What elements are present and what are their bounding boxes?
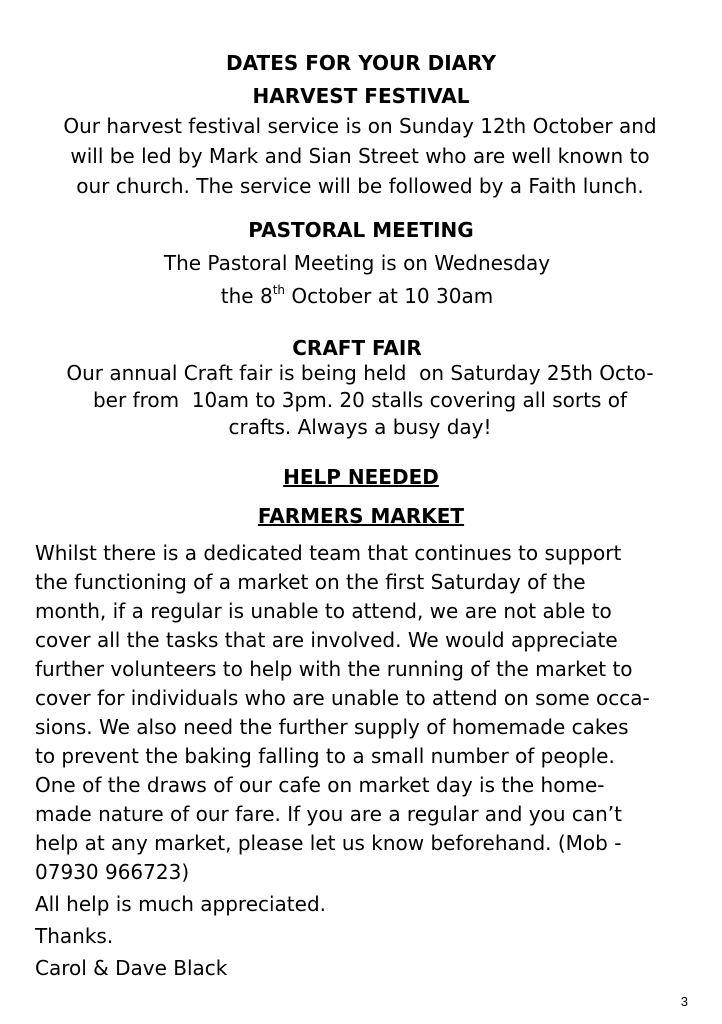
- market-text-line: cover for individuals who are unable to attend on some occa-: [35, 686, 650, 710]
- craft-text-line: crafts. Always a busy day!: [228, 415, 492, 439]
- market-text-line: further volunteers to help with the running of the market to: [35, 657, 633, 681]
- market-text-line: the functioning of a market on the first Saturday of the: [35, 570, 586, 594]
- farmers-market-text: [35, 539, 700, 887]
- craft-fair-text: [30, 360, 690, 441]
- diary-heading: DATES FOR YOUR DIARY: [226, 51, 496, 75]
- craft-text-line: Our annual Craft fair is being held on Saturday 25th Octo-: [66, 361, 654, 385]
- pastoral-date-prefix: the 8: [220, 284, 273, 308]
- harvest-text-line: our church. The service will be followed by a Faith lunch.: [76, 174, 644, 198]
- thanks-line: Thanks.: [35, 924, 114, 948]
- market-text-line: help at any market, please let us know beforehand. (Mob -: [35, 831, 622, 855]
- help-needed-heading: HELP NEEDED: [283, 465, 439, 489]
- craft-text-line: ber from 10am to 3pm. 20 stalls covering all sorts of: [92, 388, 628, 412]
- signature-line: Carol & Dave Black: [35, 956, 228, 980]
- harvest-festival-text: [30, 111, 690, 201]
- page-number: 3: [680, 994, 688, 1009]
- ordinal-suffix: th: [272, 283, 285, 297]
- market-text-line: sions. We also need the further supply of homemade cakes: [35, 715, 629, 739]
- market-text-line: cover all the tasks that are involved. We would appreciate: [35, 628, 618, 652]
- pastoral-date-suffix: October at 10 30am: [285, 284, 494, 308]
- harvest-text-line: will be led by Mark and Sian Street who are well known to: [70, 144, 650, 168]
- market-text-line: Whilst there is a dedicated team that continues to support: [35, 541, 622, 565]
- market-text-line: 07930 966723): [35, 860, 190, 884]
- craft-fair-heading: CRAFT FAIR: [292, 336, 422, 360]
- market-text-line: One of the draws of our cafe on market day is the home-: [35, 773, 605, 797]
- pastoral-meeting-date: [0, 281, 714, 311]
- market-text-line: month, if a regular is unable to attend, we are not able to: [35, 599, 612, 623]
- pastoral-meeting-heading: PASTORAL MEETING: [248, 218, 474, 242]
- appreciation-line: All help is much appreciated.: [35, 892, 327, 916]
- market-text-line: made nature of our fare. If you are a regular and you can’t: [35, 802, 623, 826]
- farmers-market-heading: FARMERS MARKET: [257, 504, 465, 528]
- harvest-festival-heading: HARVEST FESTIVAL: [252, 84, 470, 108]
- pastoral-meeting-line: The Pastoral Meeting is on Wednesday: [163, 251, 551, 275]
- harvest-text-line: Our harvest festival service is on Sunday 12th October and: [63, 114, 657, 138]
- market-text-line: to prevent the baking falling to a small number of people.: [35, 744, 615, 768]
